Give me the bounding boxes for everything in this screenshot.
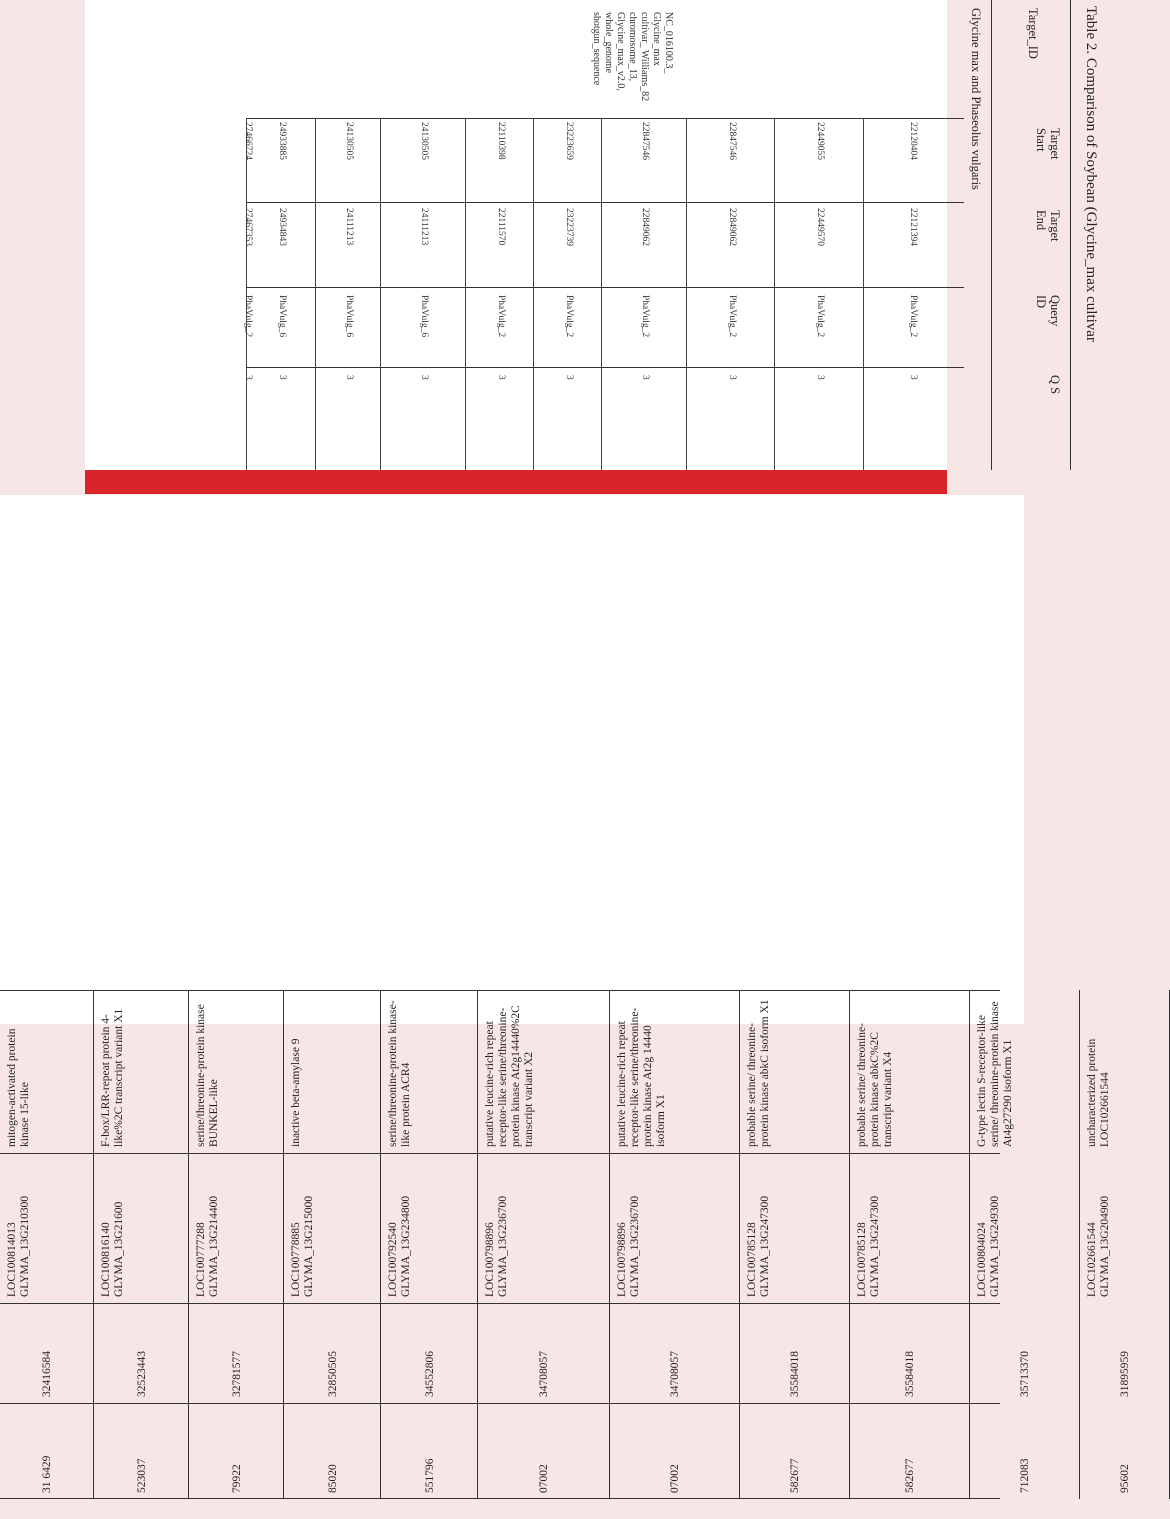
cell-query-id: PhaVulg_6 xyxy=(344,295,355,338)
cell-target-start: 24130505 xyxy=(419,122,430,160)
table-header-row xyxy=(991,0,1071,470)
top-table-body xyxy=(243,0,964,470)
cell-target-start: 27466724 xyxy=(243,122,253,160)
cell-query-s: 3 xyxy=(243,375,253,380)
cell-query-s: 3 xyxy=(277,375,288,380)
header-target-end: Target End xyxy=(1034,210,1062,242)
cell-query-s: 3 xyxy=(344,375,355,380)
cell-target-start: 23223659 xyxy=(564,122,574,160)
cell-description: G-type lectin S-receptor-like serine/ threonine-protein kinase At4g27290 isoform X1 xyxy=(976,1001,1014,1147)
cell-target-end: 35713370 xyxy=(1019,1351,1031,1397)
cell-query-id: PhaVulg_2 xyxy=(496,295,506,338)
table-row xyxy=(740,990,850,1499)
cell-target-start: 79922 xyxy=(230,1464,243,1493)
cell-locus-id: LOC100814013 GLYMA_13G210300 xyxy=(6,1195,31,1297)
cell-description: inactive beta-amylase 9 xyxy=(290,1038,302,1147)
cell-target-start: 07002 xyxy=(538,1464,550,1493)
cell-description: putative leucine-rich repeat receptor-like serine/threonine-protein kinase At2g 14440 isoform X1 xyxy=(616,1007,667,1147)
cell-target-start: 95602 xyxy=(1119,1464,1131,1493)
cell-locus-id: LOC100798896 GLYMA_13G236700 xyxy=(484,1195,509,1297)
cell-description: probable serine/ threonine-protein kinase abkC isoform X1 xyxy=(746,999,771,1147)
cell-target-end: 34552806 xyxy=(423,1351,436,1397)
table-row xyxy=(1080,990,1170,1499)
cell-target-start: 582677 xyxy=(904,1458,916,1493)
cell-target-start: 22110398 xyxy=(496,122,506,160)
cell-description: mitogen-activated protein kinase 15-like xyxy=(6,1028,31,1147)
cell-target-start: 85020 xyxy=(326,1464,339,1493)
cell-query-s: 3 xyxy=(815,375,826,380)
cell-target-end: 22849062 xyxy=(640,208,651,246)
cell-target-end: 34708057 xyxy=(669,1351,681,1397)
header-target-start: Target Start xyxy=(1034,128,1062,160)
top-table-rotated xyxy=(243,0,1109,470)
cell-description: serine/threonine-protein kinase BUNKEL-like xyxy=(195,1004,220,1147)
bottom-table-rotated xyxy=(0,990,1131,1519)
header-target-id: Target_ID xyxy=(1026,8,1040,59)
cell-query-id: PhaVulg_6 xyxy=(277,295,288,338)
cell-target-end: 22121394 xyxy=(908,208,918,246)
cell-description: uncharacterized protein LOC102661544 xyxy=(1086,1038,1111,1147)
cell-target-end: 32850505 xyxy=(326,1351,339,1397)
cell-target-end: 22449570 xyxy=(815,208,826,246)
cell-target-end: 23223739 xyxy=(564,208,574,246)
red-divider-bar xyxy=(85,470,947,494)
table-row xyxy=(284,990,381,1499)
cell-target-start: 31 6429 xyxy=(41,1455,53,1493)
cell-query-id: PhaVulg_2 xyxy=(564,295,574,338)
target-id-description: NC_016100.3_ Glycine_max cultivar_ Williams_82 chromosome_13, Glycine_max_v2.0, whole_genome shotgun_sequence xyxy=(591,12,674,102)
cell-target-start: 22449055 xyxy=(815,122,826,160)
cell-target-end: 32416584 xyxy=(41,1351,53,1397)
cell-target-end: 35584018 xyxy=(904,1351,916,1397)
table-row xyxy=(189,990,284,1499)
cell-target-end: 32523443 xyxy=(135,1351,148,1397)
row-divider xyxy=(465,118,466,470)
cell-query-s: 3 xyxy=(727,375,737,380)
cell-target-end: 22849062 xyxy=(727,208,737,246)
cell-query-id: PhaVulg_2 xyxy=(640,295,651,338)
table-row xyxy=(850,990,970,1499)
row-divider xyxy=(533,118,534,470)
cell-target-end: 35584018 xyxy=(789,1351,801,1397)
table-row xyxy=(94,990,189,1499)
header-query-id: Query ID xyxy=(1034,295,1062,327)
cell-target-start: 24130505 xyxy=(344,122,355,160)
table-row xyxy=(381,990,478,1499)
column-divider xyxy=(247,367,964,368)
cell-locus-id: LOC100785128 GLYMA_13G247300 xyxy=(746,1195,771,1297)
cell-target-start: 07002 xyxy=(669,1464,681,1493)
cell-locus-id: LOC100792540 GLYMA_13G234800 xyxy=(387,1195,412,1297)
column-divider xyxy=(247,118,964,119)
header-query-s: Q S xyxy=(1048,375,1062,395)
cell-query-s: 3 xyxy=(419,375,430,380)
cell-target-start: 22847546 xyxy=(727,122,737,160)
cell-target-end: 32781577 xyxy=(230,1351,243,1397)
top-document-page xyxy=(85,0,1099,470)
cell-query-s: 3 xyxy=(496,375,506,380)
row-divider xyxy=(863,118,864,470)
cell-description: probable serine/ threonine-protein kinase abkC%2C transcript variant X4 xyxy=(856,1023,894,1147)
cell-target-start: 582677 xyxy=(789,1458,801,1493)
bottom-table-body xyxy=(0,990,1131,1499)
row-divider xyxy=(774,118,775,470)
cell-target-end: 24934843 xyxy=(277,208,288,246)
cell-query-s: 3 xyxy=(564,375,574,380)
cell-locus-id: LOC100778885 GLYMA_13G215000 xyxy=(290,1195,315,1297)
cell-locus-id: LOC100816140 GLYMA_13G21600 xyxy=(100,1201,125,1297)
table-subheading: Glycine max and Phaseolus vulgaris xyxy=(969,8,983,190)
cell-locus-id: LOC100777288 GLYMA_13G214400 xyxy=(195,1195,220,1297)
cell-locus-id: LOC100785128 GLYMA_13G247300 xyxy=(856,1195,881,1297)
table-caption: Table 2. Comparison of Soybean (Glycine_max cultivar xyxy=(1083,6,1099,342)
cell-query-id: PhaVulg_2 xyxy=(243,295,253,338)
row-divider xyxy=(601,118,602,470)
table-row xyxy=(970,990,1080,1499)
cell-query-s: 3 xyxy=(908,375,918,380)
column-divider xyxy=(247,287,964,288)
cell-query-id: PhaVulg_2 xyxy=(815,295,826,338)
bottom-document-page xyxy=(0,495,1131,1493)
cell-target-end: 24111213 xyxy=(344,208,355,246)
cell-target-end: 27467353 xyxy=(243,208,253,246)
cell-target-start: 24933885 xyxy=(277,122,288,160)
cell-locus-id: LOC102661544 GLYMA_13G204900 xyxy=(1086,1195,1111,1297)
cell-target-start: 523037 xyxy=(135,1458,148,1493)
cell-target-start: 712083 xyxy=(1019,1458,1031,1493)
cell-target-end: 24111213 xyxy=(419,208,430,246)
cell-query-id: PhaVulg_2 xyxy=(727,295,737,338)
cell-query-id: PhaVulg_6 xyxy=(419,295,430,338)
cell-description: serine/threonine-protein kinase-like protein ACR4 xyxy=(387,1000,412,1147)
table-row xyxy=(0,990,94,1499)
cell-target-start: 22847546 xyxy=(640,122,651,160)
row-divider xyxy=(315,118,316,470)
cell-target-end: 34708057 xyxy=(538,1351,550,1397)
cell-target-start: 551796 xyxy=(423,1458,436,1493)
cell-query-id: PhaVulg_2 xyxy=(908,295,918,338)
cell-target-start: 22120404 xyxy=(908,122,918,160)
cell-locus-id: LOC100798896 GLYMA_13G236700 xyxy=(616,1195,641,1297)
cell-query-s: 3 xyxy=(640,375,651,380)
table-row xyxy=(610,990,740,1499)
column-divider xyxy=(247,202,964,203)
cell-description: F-box/LRR-repeat protein 4-like%2C transcript variant X1 xyxy=(100,1008,125,1147)
row-divider xyxy=(686,118,687,470)
row-divider xyxy=(246,118,247,470)
table-row xyxy=(478,990,610,1499)
cell-locus-id: LOC100804024 GLYMA_13G249300 xyxy=(976,1195,1001,1297)
cell-target-end: 31895959 xyxy=(1119,1351,1131,1397)
cell-target-end: 22111570 xyxy=(496,208,506,246)
row-divider xyxy=(380,118,381,470)
cell-description: putative leucine-rich repeat receptor-like serine/threonine-protein kinase At2g14440%2C transcript variant X2 xyxy=(484,1005,535,1147)
